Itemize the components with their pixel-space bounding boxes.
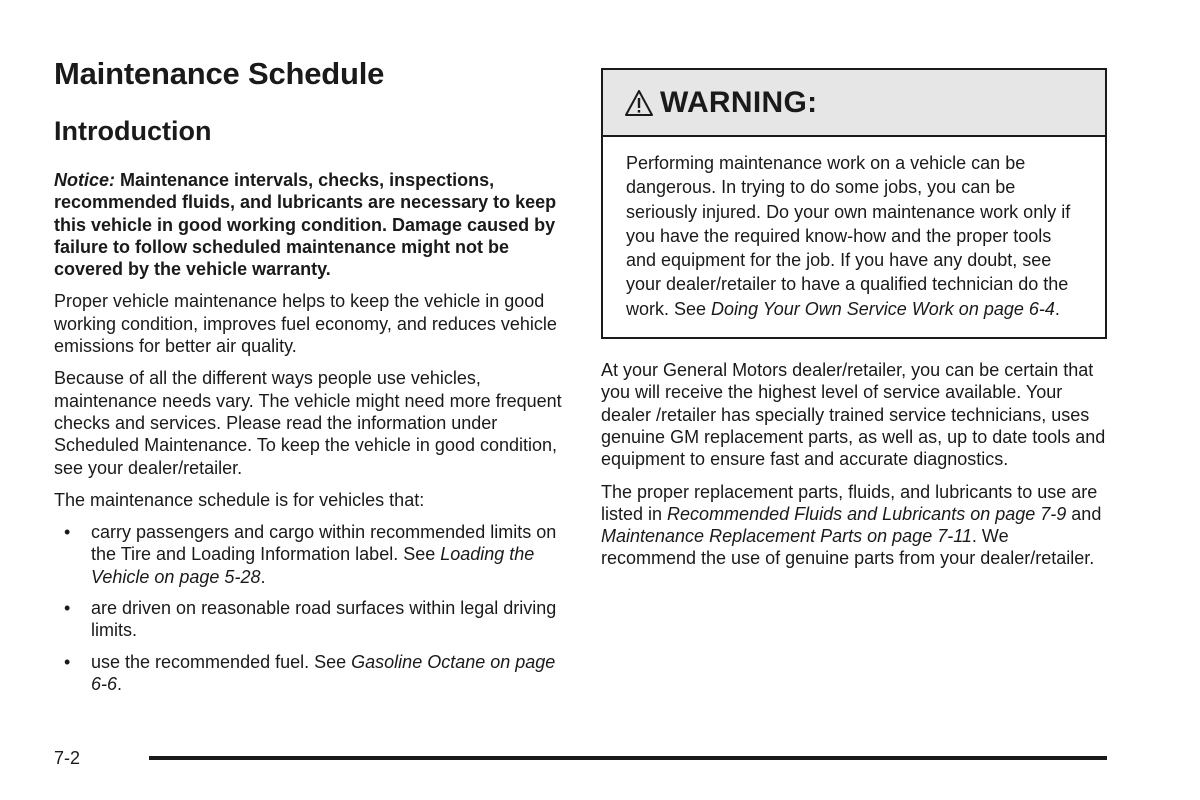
warning-header [603,70,1105,137]
parts-text-mid: and [1066,503,1102,524]
warning-body [603,137,1105,337]
list-item [54,651,564,696]
warning-heading: WARNING: [660,85,818,119]
bullet-icon: • [64,651,71,672]
footer-rule [149,756,1107,760]
parts-text-end: . We recommend the use of genuine parts from your dealer/retailer. [601,526,1095,569]
left-column [54,54,564,704]
warning-box [601,68,1107,339]
page-title: Maintenance Schedule [54,56,385,91]
list-item [54,521,564,588]
parts-text-start: The proper replacement parts, fluids, and lubricants to use are listed in [601,481,1098,524]
page-reference-link[interactable]: Doing Your Own Service Work on page 6-4 [711,298,1055,319]
notice-label: Notice: [54,170,116,190]
page-reference-link[interactable]: Maintenance Replacement Parts on page 7-11 [601,526,972,547]
list-item [54,597,564,642]
page-reference-link[interactable]: Loading the Vehicle on page 5-28 [91,544,535,587]
bullet-icon: • [64,598,71,619]
list-item-text: are driven on reasonable road surfaces within legal driving limits. [91,598,557,641]
page-reference-link[interactable]: Recommended Fluids and Lubricants on page 7-9 [667,503,1067,524]
right-column [601,68,1107,570]
warning-paragraph [626,151,1085,321]
list-item-end: . [117,673,123,694]
list-item-text: carry passengers and cargo within recommended limits on the Tire and Loading Information label. See [91,522,557,565]
notice-text: Maintenance intervals, checks, inspections, recommended fluids, and lubricants are necessary to keep this vehicle in good working condition. Damage caused by failure to follow scheduled maintenance might not be covered by the vehicle warranty. [54,170,557,280]
bullet-icon: • [64,522,71,543]
intro-paragraph-3: The maintenance schedule is for vehicles that: [54,489,425,510]
parts-paragraph [601,481,1107,570]
warning-triangle-icon [624,89,654,117]
page-number: 7-2 [54,748,81,768]
conditions-list [54,521,564,695]
list-item-text: use the recommended fuel. See [91,651,352,672]
intro-paragraph-1: Proper vehicle maintenance helps to keep the vehicle in good working condition, improves fuel economy, and reduces vehicle emissions for better air quality. [54,291,557,357]
dealer-paragraph: At your General Motors dealer/retailer, you can be certain that you will receive the highest level of service available. Your dealer /retailer has specially trained service technicians, uses genuine GM replacement parts, as well as, up to date tools and equipment to ensure fast and accurate diagnostics. [601,360,1106,470]
warning-text: Performing maintenance work on a vehicle can be dangerous. In trying to do some jobs, you can be seriously injured. Do your own maintenance work only if you have the required know-how and the proper tools and equipment for the job. If you have any doubt, see your dealer/retailer to have a qualified technician do the work. See [626,153,1071,319]
section-heading: Introduction [54,116,212,146]
warning-end: . [1054,298,1060,319]
notice-paragraph [54,169,564,280]
intro-paragraph-2: Because of all the different ways people use vehicles, maintenance needs vary. The vehicle might need more frequent checks and services. Please read the information under Scheduled Maintenance. To keep the vehicle in good condition, see your dealer/retailer. [54,368,562,478]
page-reference-link[interactable]: Gasoline Octane on page 6-6 [91,651,556,694]
list-item-end: . [260,566,266,587]
